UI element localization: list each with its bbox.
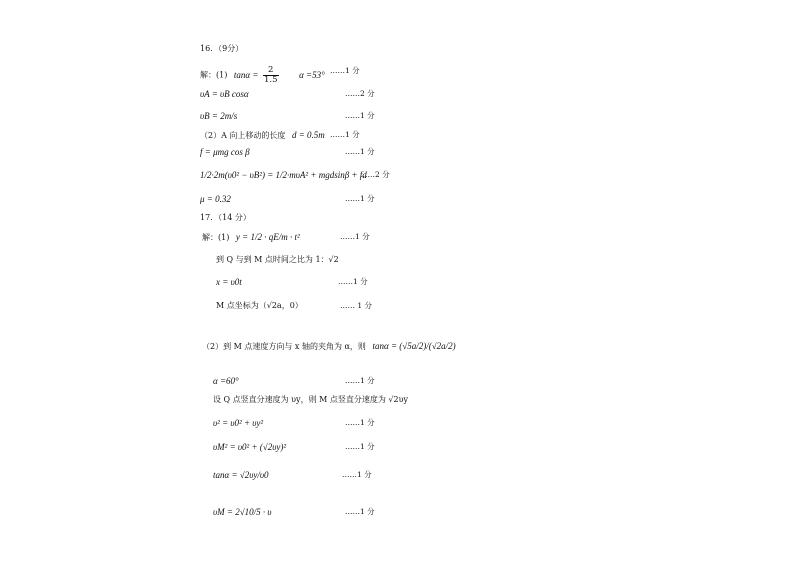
q17-line2: 到 Q 与到 M 点时间之比为 1：√2	[216, 255, 339, 264]
q16-line4-points: ……1 分	[330, 130, 360, 139]
q16-line1-lhs: tanα =	[233, 69, 259, 80]
q17-line8: υ² = υ0² + υy²	[213, 418, 264, 428]
q17-line1-prefix: 解：(1)	[202, 233, 230, 242]
q16-line1-fraction	[263, 66, 279, 85]
q17-line5	[202, 341, 456, 352]
q16-line1	[200, 66, 325, 85]
q17-line8-points: ……1 分	[345, 418, 375, 427]
q17-line1-points: ……1 分	[340, 232, 370, 241]
q16-line2: υA = υB cosα	[200, 89, 249, 99]
q16-line4	[200, 130, 325, 141]
q17-line4: M 点坐标为（√2a，0）	[216, 301, 303, 310]
q17-line7: 设 Q 点竖直分速度为 υy，则 M 点竖直分速度为 √2υy	[213, 395, 408, 404]
q16-line7-points: ……1 分	[345, 194, 375, 203]
q16-line4-eq: d = 0.5m	[291, 130, 325, 140]
q16-line6: 1/2·2m(υ0² − υB²) = 1/2·mυA² + mgdsinβ + fd	[200, 170, 367, 180]
q16-line2-points: ……2 分	[345, 89, 375, 98]
q17-line11: υM = 2√10/5 · υ	[213, 507, 272, 517]
q17-line11-points: ……1 分	[345, 507, 375, 516]
q16-line7: μ = 0.32	[200, 194, 231, 204]
q16-line1-denominator: 1.5	[264, 75, 278, 85]
q16-line5-points: ……1 分	[345, 147, 375, 156]
q17-line10-points: ……1 分	[342, 470, 372, 479]
q17-line5-text: （2）到 M 点速度方向与 x 轴的夹角为 α，则	[202, 342, 366, 351]
q16-header: 16．（9分）	[200, 44, 244, 53]
q16-line4-prefix: （2）A 向上移动的长度	[200, 131, 286, 140]
q17-line4-points: …… 1 分	[340, 301, 373, 310]
q17-line9-points: ……1 分	[345, 442, 375, 451]
q17-header: 17．（14 分）	[200, 213, 251, 222]
q16-line3: υB = 2m/s	[200, 111, 238, 121]
q17-line9: υM² = υ0² + (√2υy)²	[213, 442, 287, 452]
q17-line10: tanα = √2υy/υ0	[213, 470, 269, 480]
q16-line5: f = μmg cos β	[200, 147, 250, 157]
q17-line5-eq: tanα = (√5a/2)/(√2a/2)	[372, 341, 456, 351]
q17-line3: x = υ0t	[216, 277, 242, 287]
q17-line1-eq: y = 1/2 · qE/m · t²	[235, 232, 300, 242]
q16-line6-points: ……2 分	[360, 170, 390, 179]
q16-line1-prefix: 解：(1)	[200, 70, 228, 80]
q16-line3-points: ……1 分	[345, 111, 375, 120]
q17-line3-points: ……1 分	[338, 277, 368, 286]
q17-line6: α =60°	[213, 376, 239, 386]
q16-line1-points: ……1 分	[330, 66, 360, 75]
q17-line1	[202, 232, 300, 243]
q16-line1-angle: α =53°	[299, 69, 325, 80]
q16-line1-numerator: 2	[268, 65, 274, 75]
q17-line6-points: ……1 分	[345, 376, 375, 385]
